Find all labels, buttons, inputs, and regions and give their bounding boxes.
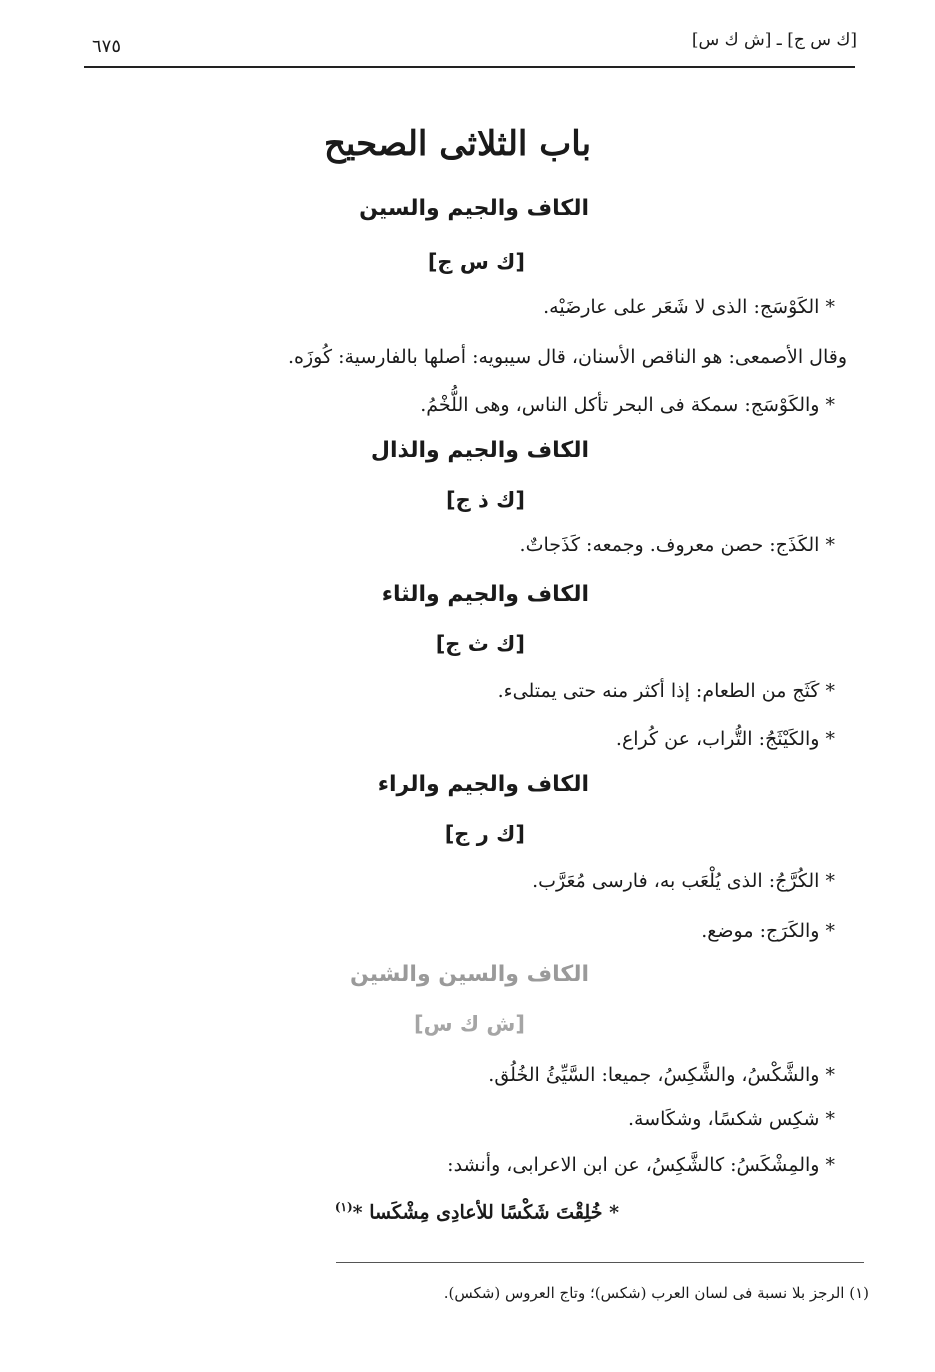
running-head: [ك س ج] ـ [ش ك س]	[691, 30, 857, 50]
root-heading-kdhj: [ك ذ ج]	[446, 488, 525, 512]
section-heading-kaf-jim-sin: الكاف والجيم والسين	[359, 196, 589, 221]
verse-text: * خُلِقْتَ شَكْسًا للأعادِى مِشْكَسا *	[352, 1201, 619, 1224]
entry-line: * كَثَج من الطعام: إذا أكثر منه حتى يمتلىء.	[497, 680, 835, 702]
header-rule	[84, 66, 855, 68]
entry-line: وقال الأصمعى: هو الناقص الأسنان، قال سيبويه: أصلها بالفارسية: كُوزَه.	[288, 346, 847, 368]
section-heading-kaf-jim-dhal: الكاف والجيم والذال	[370, 438, 589, 463]
entry-line: * الكُرَّجُ: الذى يُلْعَب به، فارسى مُعَرَّب.	[532, 870, 835, 892]
entry-line: * الكَوْسَج: الذى لا شَعَر على عارضَيْه.	[543, 296, 835, 318]
entry-line: * والمِشْكَسُ: كالشَّكِسُ، عن ابن الاعرابى، وأنشد:	[447, 1154, 835, 1176]
entry-line: * الكَذَج: حصن معروف. وجمعه: كَذَجاتٌ.	[519, 534, 835, 556]
footnote-ref: (١)	[334, 1200, 353, 1214]
entry-line: * والكَيْثَجُ: التُّراب، عن كُراع.	[615, 728, 835, 750]
entry-line: * والكَوْسَج: سمكة فى البحر تأكل الناس، وهى اللُّخْمُ.	[420, 394, 835, 416]
footnote-rule	[336, 1262, 864, 1263]
section-heading-kaf-jim-tha: الكاف والجيم والثاء	[381, 582, 589, 607]
chapter-title: باب الثلاثى الصحيح	[323, 124, 592, 164]
root-heading-kthj: [ك ث ج]	[435, 632, 525, 656]
section-heading-kaf-sin-shin: الكاف والسين والشين	[349, 962, 589, 987]
entry-line: * شكِس شكسًا، وشكَاسة.	[627, 1108, 835, 1130]
entry-line: * والكَرَج: موضع.	[701, 920, 835, 942]
footnote: (١) الرجز بلا نسبة فى لسان العرب (شكس)؛ وتاج العروس (شكس).	[443, 1284, 869, 1302]
root-heading-ksj: [ك س ج]	[427, 250, 525, 274]
entry-line: * والشَّكْسُ، والشَّكِسُ، جميعا: السَّيِّئُ الخُلُق.	[488, 1064, 835, 1086]
page-number: ٦٧٥	[92, 36, 122, 57]
root-heading-krj: [ك ر ج]	[444, 822, 525, 846]
section-heading-kaf-jim-ra: الكاف والجيم والراء	[377, 772, 589, 797]
root-heading-shks: [ش ك س]	[413, 1012, 525, 1036]
verse-line	[335, 1200, 619, 1223]
